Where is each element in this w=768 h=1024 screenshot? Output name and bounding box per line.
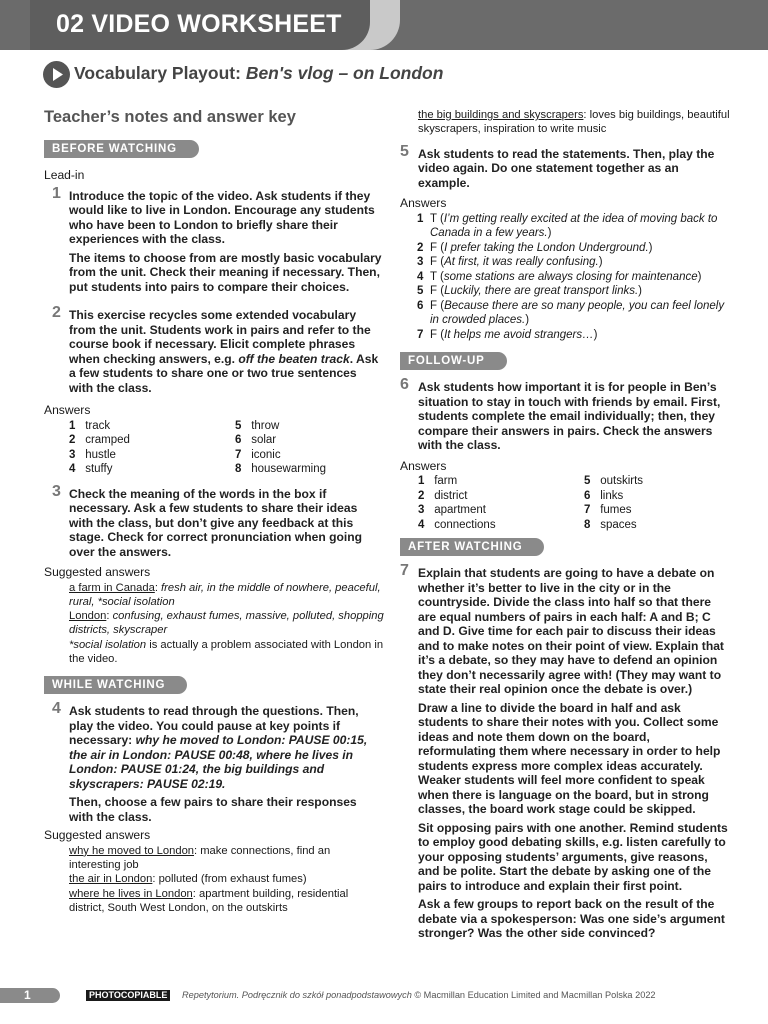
task-4-suggested-continued — [400, 108, 730, 137]
follow-up-banner: FOLLOW-UP — [400, 352, 507, 370]
source-title: Repetytorium. Podręcznik do szkół ponadpodstawowych — [182, 990, 412, 1000]
task-1 — [44, 184, 384, 295]
task-5 — [400, 142, 730, 191]
copyright-text: © Macmillan Education Limited and Macmillan Polska 2022 — [411, 990, 656, 1000]
answer-item: 2 cramped — [69, 434, 130, 446]
answer-item: 4 stuffy — [69, 463, 113, 475]
answer-item: 5 throw — [235, 419, 280, 432]
answer-item: 8 spaces — [584, 518, 637, 531]
suggested-item: a farm in Canada: fresh air, in the middle of nowhere, peaceful, rural, *social isolation — [69, 581, 381, 608]
answers-label: Answers — [44, 403, 91, 417]
task-3 — [44, 482, 384, 560]
task-number: 2 — [52, 304, 61, 321]
answer-item: 7 F (It helps me avoid strangers…) — [417, 328, 598, 341]
teachers-notes-heading: Teacher’s notes and answer key — [44, 108, 296, 126]
task-5-text: Ask students to read the statements. Then, play the video again. Do one statement together as an example. — [418, 146, 715, 190]
task-3-suggested-answers — [44, 581, 384, 667]
play-icon — [43, 61, 70, 88]
task-3-text: Check the meaning of the words in the box if necessary. Ask a few students to share their ideas with the class, but don’t give any feedback at this stage. Check for correct pronunciation when going over the answers. — [69, 486, 362, 559]
answer-item: 8 housewarming — [235, 463, 326, 475]
worksheet-title: 02 VIDEO WORKSHEET — [56, 10, 342, 38]
after-watching-banner: AFTER WATCHING — [400, 538, 544, 556]
answer-item: 7 fumes — [584, 504, 632, 517]
left-column — [44, 100, 384, 915]
task-2-text-a: This exercise recycles some extended vocabulary from the unit. Students work in pairs and refer to the course book if necessary. Elicit complete phrases when checking answers, e.g. — [69, 308, 371, 366]
task-number: 3 — [52, 482, 61, 500]
task-number: 1 — [52, 184, 61, 202]
suggested-item: why he moved to London: make connections, find an interesting job — [69, 844, 331, 872]
answer-item: 6 links — [584, 489, 624, 502]
task-2-text — [69, 308, 384, 395]
answer-item: 4 T (some stations are always closing for maintenance) — [417, 270, 702, 283]
task-6-text: Ask students how important it is for people in Ben’s situation to stay in touch with friends by email. First, students complete the email individually; then, they compare their answers in pairs. Check the answers with the class. — [418, 380, 721, 453]
suggested-item: the air in London: polluted (from exhaust fumes) — [69, 873, 307, 886]
video-subtitle — [74, 63, 443, 84]
answer-item: 7 iconic — [235, 448, 281, 461]
task-7-text: Explain that students are going to have a debate on whether it’s better to live in the city or in the countryside. Divide the class into half so that there are equal numbers of pairs in each half: A and B; C and D. Give time for each pair to discuss their ideas and to make notes on their point of view. Explain that it’s a debate, so they may have to defend an opinion they don’t necessarily agree with! (They may want to state their real opinion once the debate is over.) — [418, 566, 724, 697]
suggested-answers-label: Suggested answers — [44, 565, 151, 579]
right-column — [400, 108, 730, 945]
answers-label: Answers — [400, 196, 447, 211]
task-4-pause-points: why he moved to London: PAUSE 00:15, the air in London: PAUSE 00:48, where he lives in London: PAUSE 01:24, the big buildings and skyscrapers: PAUSE 02:19. — [69, 733, 368, 791]
answer-item: 1 track — [69, 419, 111, 432]
suggested-answers-label: Suggested answers — [44, 828, 151, 843]
answers-label: Answers — [400, 458, 447, 473]
task-4 — [44, 700, 384, 824]
photocopiable-badge: PHOTOCOPIABLE — [86, 990, 170, 1001]
answer-item: 1 T (I’m getting really excited at the idea of moving back to Canada in a few years.) — [417, 212, 718, 240]
answer-item: 6 solar — [235, 434, 277, 446]
answer-item: 1 farm — [418, 475, 458, 488]
page-number: 1 — [24, 988, 31, 1002]
task-4-suggested-answers — [44, 844, 384, 915]
copyright-line — [182, 990, 656, 1000]
task-number: 6 — [400, 376, 409, 394]
task-2-answers — [44, 419, 384, 477]
answer-item: 3 F (At first, it was really confusing.) — [417, 256, 603, 269]
task-number: 7 — [400, 562, 409, 580]
task-2-text-b: . Ask a few students to share one or two true sentences with the class. — [69, 351, 379, 395]
while-watching-banner: WHILE WATCHING — [44, 676, 187, 694]
task-4-text-a: Ask students to read through the questions. Then, play the video. You could pause at key points if necessary: — [69, 704, 359, 748]
before-watching-banner: BEFORE WATCHING — [44, 140, 199, 158]
answer-item: 3 hustle — [69, 448, 116, 461]
task-5-answers — [400, 212, 730, 343]
suggested-item: where he lives in London: apartment building, residential district, South West London, on the outskirts — [69, 887, 349, 914]
answer-item: 3 apartment — [418, 504, 486, 517]
subtitle-italic: Ben's vlog – on London — [245, 63, 444, 83]
task-7-text-2: Draw a line to divide the board in half and ask students to share their notes with you. Collect some ideas and note them down on the board, reformulating them where necessary in order to help students express more complex ideas accurately. Weaker students will feel more confident to speak when there is language on the board, but in strong classes, the board work stage could be skipped. — [418, 700, 721, 817]
task-2-example: off the beaten track — [238, 351, 350, 366]
answer-item: 4 connections — [418, 518, 496, 531]
answer-item: 5 F (Luckily, there are great transport links.) — [417, 285, 643, 298]
task-1-text: Introduce the topic of the video. Ask students if they would like to live in London. Encourage any students who have been to London to briefly share their experiences with the class. — [69, 188, 375, 246]
task-7-text-4: Ask a few groups to report back on the result of the debate via a spokesperson: Was one side’s argument stronger? Was the other side convinced? — [418, 897, 725, 941]
task-7-text-3: Sit opposing pairs with one another. Remind students to employ good debating skills, e.g. listen carefully to your opposing students’ arguments, give reasons, and be polite. Start the debate by asking one of the pairs to introduce and explain their first point. — [418, 820, 728, 893]
task-number: 5 — [400, 142, 409, 160]
task-1-text-2: The items to choose from are mostly basic vocabulary from the unit. Check their meaning if necessary. Then, put students into pairs to compare their choices. — [69, 250, 382, 294]
subtitle-plain: Vocabulary Playout: — [74, 63, 246, 83]
task-4-text — [69, 704, 384, 791]
task-4-text-2: Then, choose a few pairs to share their responses with the class. — [69, 795, 357, 824]
suggested-item: the big buildings and skyscrapers: loves big buildings, beautiful skyscrapers, inspiration to write music — [418, 109, 730, 136]
task-number: 4 — [52, 700, 61, 718]
task-6 — [400, 376, 730, 453]
answer-item: 5 outskirts — [584, 475, 644, 488]
suggested-item: London: confusing, exhaust fumes, massive, polluted, shopping districts, skyscraper — [69, 610, 384, 637]
task-7 — [400, 562, 730, 941]
task-6-answers — [400, 474, 730, 532]
answer-item: 2 district — [418, 489, 468, 502]
answer-item: 6 F (Because there are so many people, you can feel lonely in crowded places.) — [417, 299, 725, 327]
answer-item: 2 F (I prefer taking the London Underground.) — [417, 241, 653, 254]
suggested-note: *social isolation is actually a problem associated with London in the video. — [69, 638, 384, 665]
task-2 — [44, 304, 384, 395]
leadin-label: Lead-in — [44, 168, 85, 182]
